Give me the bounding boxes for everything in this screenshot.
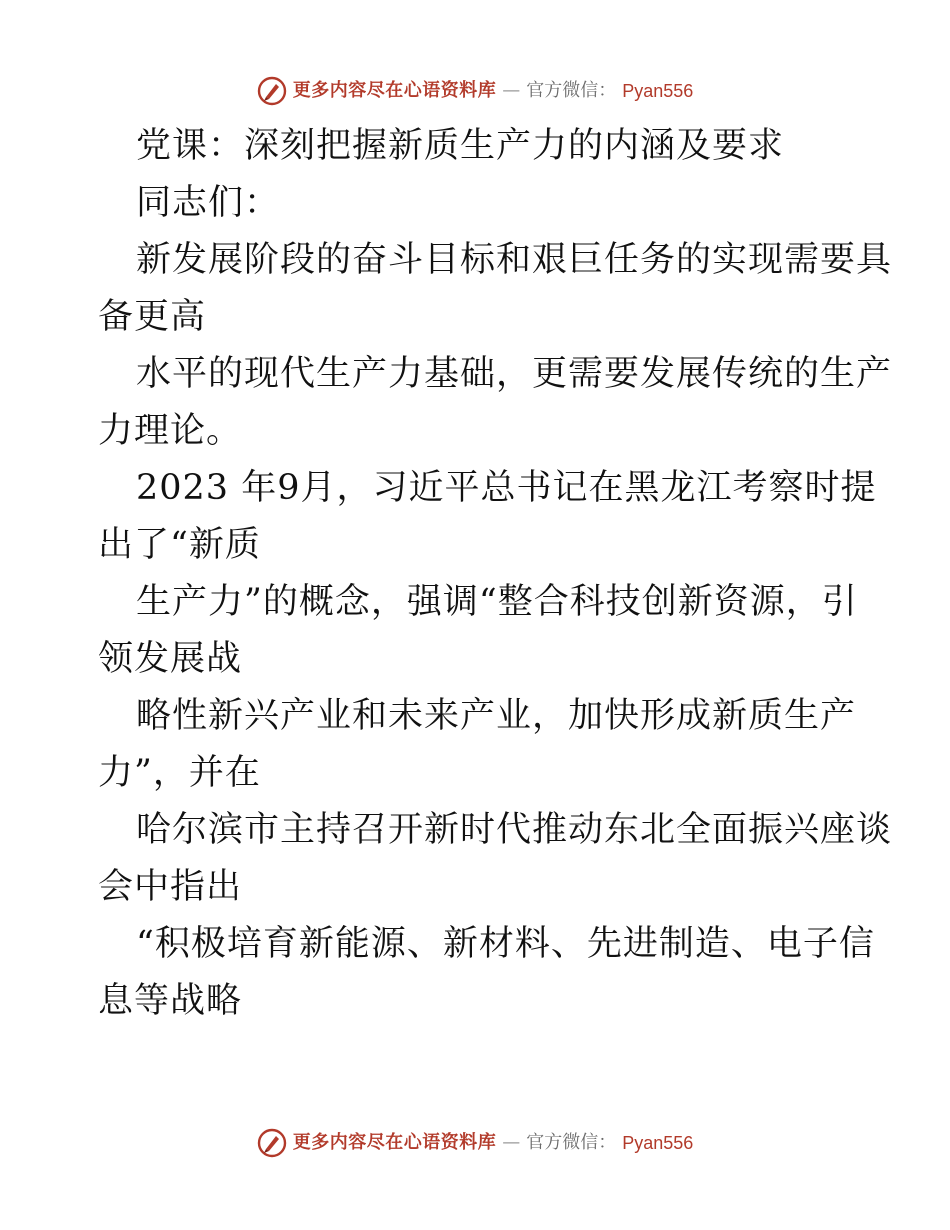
- text-line: 息等战略: [98, 981, 243, 1021]
- watermark-dash: —: [502, 80, 521, 101]
- text-line: 出了“新质: [98, 525, 261, 565]
- pen-logo-icon: [257, 76, 287, 106]
- watermark-wechat-id: Pyan556: [622, 1133, 694, 1153]
- text-line: 会中指出: [98, 867, 243, 907]
- salutation: 同志们：: [136, 183, 281, 223]
- text-line: 生产力”的概念，强调“整合科技创新资源，引: [136, 582, 858, 622]
- text-line: 2023 年9月，习近平总书记在黑龙江考察时提: [136, 468, 877, 508]
- document-title: 党课：深刻把握新质生产力的内涵及要求: [136, 126, 785, 166]
- text-line: 力理论。: [98, 411, 243, 451]
- text-line: 哈尔滨市主持召开新时代推动东北全面振兴座谈: [136, 810, 893, 850]
- watermark-wechat-id: Pyan556: [622, 81, 694, 101]
- text-line: 水平的现代生产力基础，更需要发展传统的生产: [136, 354, 893, 394]
- header-watermark: [0, 76, 950, 106]
- text-line: 略性新兴产业和未来产业，加快形成新质生产: [136, 696, 857, 736]
- text-line: 备更高: [98, 297, 207, 337]
- text-line: 领发展战: [98, 639, 243, 679]
- text-line: “积极培育新能源、新材料、先进制造、电子信: [136, 924, 875, 964]
- watermark-main-text: 更多内容尽在心语资料库: [292, 80, 497, 101]
- document-body: [98, 118, 893, 1030]
- watermark-wechat-label: 官方微信：: [526, 80, 617, 101]
- text-line: 新发展阶段的奋斗目标和艰巨任务的实现需要具: [136, 240, 893, 280]
- pen-logo-icon: [257, 1128, 287, 1158]
- footer-watermark: [0, 1128, 950, 1158]
- watermark-dash: —: [502, 1132, 521, 1153]
- text-line: 力”，并在: [98, 753, 261, 793]
- watermark-main-text: 更多内容尽在心语资料库: [292, 1132, 497, 1153]
- watermark-wechat-label: 官方微信：: [526, 1132, 617, 1153]
